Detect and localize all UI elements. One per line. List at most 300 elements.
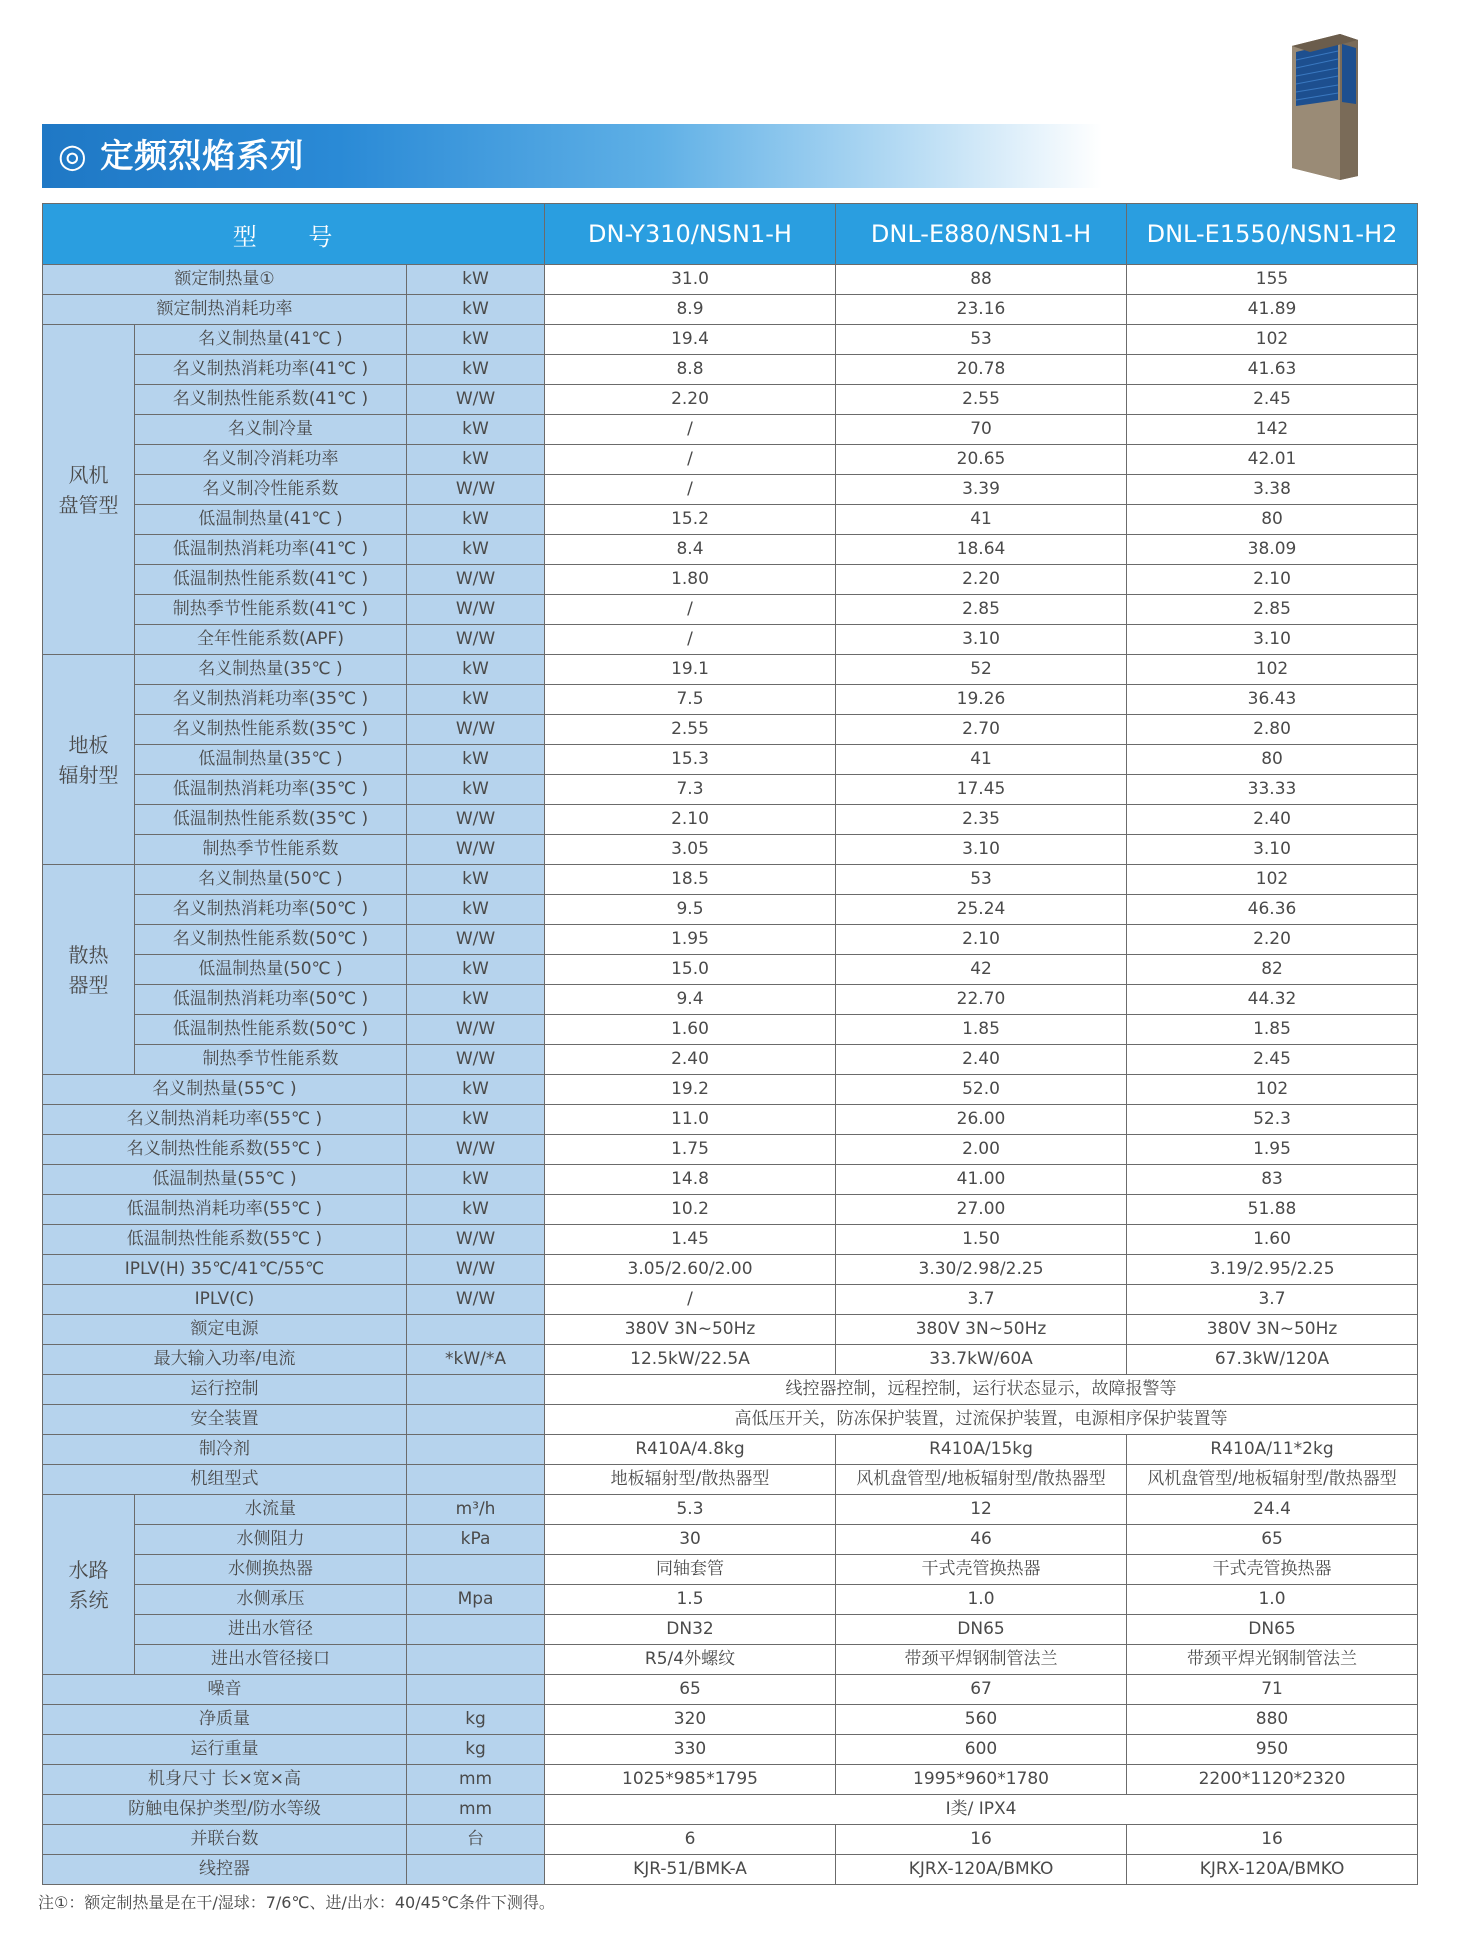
row-unit: kW <box>407 415 545 445</box>
row-unit: W/W <box>407 1045 545 1075</box>
row-value: 30 <box>545 1525 836 1555</box>
row-unit <box>407 1645 545 1675</box>
row-unit <box>407 1555 545 1585</box>
table-header-row <box>43 204 1418 265</box>
row-unit: mm <box>407 1765 545 1795</box>
row-value: 2.70 <box>836 715 1127 745</box>
row-value: / <box>545 445 836 475</box>
row-label: 名义制热量(55℃ ) <box>43 1075 407 1105</box>
table-row <box>43 355 1418 385</box>
row-label: 名义制热量(35℃ ) <box>135 655 407 685</box>
row-value: 320 <box>545 1705 836 1735</box>
table-row <box>43 535 1418 565</box>
table-row <box>43 625 1418 655</box>
row-label: 低温制热消耗功率(41℃ ) <box>135 535 407 565</box>
row-label: 名义制冷消耗功率 <box>135 445 407 475</box>
row-label: 名义制热量(50℃ ) <box>135 865 407 895</box>
row-unit: mm <box>407 1795 545 1825</box>
row-value: 3.10 <box>836 625 1127 655</box>
row-unit <box>407 1465 545 1495</box>
row-value: 1.80 <box>545 565 836 595</box>
merged-value: I类/ IPX4 <box>545 1795 1418 1825</box>
table-row <box>43 775 1418 805</box>
row-value: 155 <box>1127 265 1418 295</box>
table-row <box>43 265 1418 295</box>
row-value: 2.20 <box>836 565 1127 595</box>
row-value: 16 <box>836 1825 1127 1855</box>
row-value: 17.45 <box>836 775 1127 805</box>
row-value: 3.30/2.98/2.25 <box>836 1255 1127 1285</box>
row-unit: kW <box>407 445 545 475</box>
row-label: 运行重量 <box>43 1735 407 1765</box>
table-row <box>43 1765 1418 1795</box>
table-row <box>43 1165 1418 1195</box>
spec-table-body <box>43 265 1418 1885</box>
row-unit: Mpa <box>407 1585 545 1615</box>
row-unit: kW <box>407 1105 545 1135</box>
row-value: 380V 3N~50Hz <box>836 1315 1127 1345</box>
row-value: DN65 <box>1127 1615 1418 1645</box>
row-label: 低温制热消耗功率(50℃ ) <box>135 985 407 1015</box>
row-value: 干式壳管换热器 <box>1127 1555 1418 1585</box>
series-header-bar <box>42 124 1102 188</box>
row-label: 线控器 <box>43 1855 407 1885</box>
row-label: 进出水管径接口 <box>135 1645 407 1675</box>
row-unit: kW <box>407 775 545 805</box>
table-row <box>43 685 1418 715</box>
table-row <box>43 565 1418 595</box>
row-value: 102 <box>1127 655 1418 685</box>
row-label: 名义制热量(41℃ ) <box>135 325 407 355</box>
row-unit: W/W <box>407 1015 545 1045</box>
row-value: 950 <box>1127 1735 1418 1765</box>
row-value: 20.65 <box>836 445 1127 475</box>
row-value: 3.05 <box>545 835 836 865</box>
row-value: 11.0 <box>545 1105 836 1135</box>
row-value: 15.0 <box>545 955 836 985</box>
row-value: 600 <box>836 1735 1127 1765</box>
row-value: 2.40 <box>836 1045 1127 1075</box>
row-unit: kW <box>407 265 545 295</box>
row-value: 19.26 <box>836 685 1127 715</box>
row-value: 41 <box>836 745 1127 775</box>
row-label: 水侧阻力 <box>135 1525 407 1555</box>
row-value: 5.3 <box>545 1495 836 1525</box>
row-value: 42 <box>836 955 1127 985</box>
row-value: 2.20 <box>1127 925 1418 955</box>
row-label: 低温制热量(35℃ ) <box>135 745 407 775</box>
row-unit: kW <box>407 1165 545 1195</box>
table-row <box>43 1045 1418 1075</box>
table-row <box>43 655 1418 685</box>
row-value: 15.3 <box>545 745 836 775</box>
table-row <box>43 1135 1418 1165</box>
row-value: / <box>545 595 836 625</box>
row-value: 3.10 <box>1127 625 1418 655</box>
row-value: DN32 <box>545 1615 836 1645</box>
row-value: 46.36 <box>1127 895 1418 925</box>
row-unit: kW <box>407 655 545 685</box>
row-label: IPLV(C) <box>43 1285 407 1315</box>
row-unit: kW <box>407 985 545 1015</box>
row-label: 名义制冷量 <box>135 415 407 445</box>
row-value: 1.50 <box>836 1225 1127 1255</box>
row-label: 额定制热消耗功率 <box>43 295 407 325</box>
row-label: 低温制热性能系数(55℃ ) <box>43 1225 407 1255</box>
row-value: 12.5kW/22.5A <box>545 1345 836 1375</box>
row-value: R5/4外螺纹 <box>545 1645 836 1675</box>
row-value: 33.7kW/60A <box>836 1345 1127 1375</box>
row-label: 低温制热性能系数(41℃ ) <box>135 565 407 595</box>
row-unit: W/W <box>407 1135 545 1165</box>
row-value: 70 <box>836 415 1127 445</box>
row-label: 并联台数 <box>43 1825 407 1855</box>
table-row <box>43 475 1418 505</box>
table-row <box>43 295 1418 325</box>
row-value: R410A/4.8kg <box>545 1435 836 1465</box>
table-row <box>43 1825 1418 1855</box>
row-value: KJR-51/BMK-A <box>545 1855 836 1885</box>
table-row <box>43 985 1418 1015</box>
row-value: 53 <box>836 865 1127 895</box>
row-value: 53 <box>836 325 1127 355</box>
row-value: 1.95 <box>1127 1135 1418 1165</box>
table-row <box>43 1555 1418 1585</box>
row-label: 低温制热量(41℃ ) <box>135 505 407 535</box>
table-row <box>43 1015 1418 1045</box>
row-unit: W/W <box>407 1225 545 1255</box>
row-value: 7.5 <box>545 685 836 715</box>
table-row <box>43 385 1418 415</box>
row-value: R410A/15kg <box>836 1435 1127 1465</box>
row-value: 3.19/2.95/2.25 <box>1127 1255 1418 1285</box>
group-label: 水路 系统 <box>43 1495 135 1675</box>
row-value: 80 <box>1127 745 1418 775</box>
row-label: IPLV(H) 35℃/41℃/55℃ <box>43 1255 407 1285</box>
row-unit: kW <box>407 685 545 715</box>
row-value: 2.35 <box>836 805 1127 835</box>
row-unit: W/W <box>407 925 545 955</box>
row-label: 制热季节性能系数 <box>135 1045 407 1075</box>
row-value: 同轴套管 <box>545 1555 836 1585</box>
heat-pump-unit-image <box>1284 30 1360 180</box>
row-value: 9.4 <box>545 985 836 1015</box>
row-unit: W/W <box>407 1285 545 1315</box>
row-unit <box>407 1675 545 1705</box>
row-value: 380V 3N~50Hz <box>545 1315 836 1345</box>
row-value: 80 <box>1127 505 1418 535</box>
row-value: 82 <box>1127 955 1418 985</box>
table-row <box>43 1615 1418 1645</box>
row-value: 16 <box>1127 1825 1418 1855</box>
footnote: 注①：额定制热量是在干/湿球：7/6℃、进/出水：40/45℃条件下测得。 <box>38 1893 555 1912</box>
row-label: 运行控制 <box>43 1375 407 1405</box>
row-label: 安全装置 <box>43 1405 407 1435</box>
row-value: 2.45 <box>1127 1045 1418 1075</box>
row-label: 名义制热性能系数(41℃ ) <box>135 385 407 415</box>
row-value: 142 <box>1127 415 1418 445</box>
row-unit: W/W <box>407 385 545 415</box>
model-name: DNL-E880/NSN1-H <box>836 204 1127 265</box>
row-value: 41.00 <box>836 1165 1127 1195</box>
row-value: 风机盘管型/地板辐射型/散热器型 <box>1127 1465 1418 1495</box>
table-row <box>43 1405 1418 1435</box>
row-value: 12 <box>836 1495 1127 1525</box>
row-value: 3.7 <box>1127 1285 1418 1315</box>
row-unit: W/W <box>407 475 545 505</box>
group-label: 散热 器型 <box>43 865 135 1075</box>
table-row <box>43 1105 1418 1135</box>
row-label: 低温制热量(55℃ ) <box>43 1165 407 1195</box>
model-name: DNL-E1550/NSN1-H2 <box>1127 204 1418 265</box>
row-unit: kW <box>407 745 545 775</box>
row-value: 1.75 <box>545 1135 836 1165</box>
model-label: 型 号 <box>43 204 545 265</box>
row-unit: kPa <box>407 1525 545 1555</box>
row-value: KJRX-120A/BMKO <box>836 1855 1127 1885</box>
row-value: 14.8 <box>545 1165 836 1195</box>
row-label: 机身尺寸 长×宽×高 <box>43 1765 407 1795</box>
table-row <box>43 325 1418 355</box>
series-title: ◎ 定频烈焰系列 <box>58 136 305 175</box>
row-value: 65 <box>1127 1525 1418 1555</box>
table-row <box>43 445 1418 475</box>
row-value: 19.4 <box>545 325 836 355</box>
row-value: 2.20 <box>545 385 836 415</box>
row-value: 2.55 <box>545 715 836 745</box>
row-unit: kW <box>407 355 545 385</box>
row-value: 71 <box>1127 1675 1418 1705</box>
table-row <box>43 415 1418 445</box>
spec-table <box>42 203 1418 1885</box>
row-value: / <box>545 475 836 505</box>
row-value: 3.38 <box>1127 475 1418 505</box>
table-row <box>43 925 1418 955</box>
row-value: 41 <box>836 505 1127 535</box>
row-value: 24.4 <box>1127 1495 1418 1525</box>
row-unit: kW <box>407 1075 545 1105</box>
row-value: 8.9 <box>545 295 836 325</box>
row-label: 最大输入功率/电流 <box>43 1345 407 1375</box>
row-label: 水流量 <box>135 1495 407 1525</box>
row-unit: kW <box>407 1195 545 1225</box>
row-value: 9.5 <box>545 895 836 925</box>
row-value: 2.55 <box>836 385 1127 415</box>
row-value: / <box>545 415 836 445</box>
row-label: 名义制热消耗功率(50℃ ) <box>135 895 407 925</box>
row-value: 102 <box>1127 325 1418 355</box>
row-value: / <box>545 1285 836 1315</box>
row-unit: W/W <box>407 565 545 595</box>
row-value: R410A/11*2kg <box>1127 1435 1418 1465</box>
row-unit: *kW/*A <box>407 1345 545 1375</box>
row-value: 2.10 <box>1127 565 1418 595</box>
row-unit <box>407 1435 545 1465</box>
row-label: 机组型式 <box>43 1465 407 1495</box>
row-value: 1.0 <box>836 1585 1127 1615</box>
row-value: 67.3kW/120A <box>1127 1345 1418 1375</box>
row-unit: kg <box>407 1705 545 1735</box>
group-label: 风机 盘管型 <box>43 325 135 655</box>
row-value: 3.39 <box>836 475 1127 505</box>
row-label: 制热季节性能系数(41℃ ) <box>135 595 407 625</box>
row-value: 1995*960*1780 <box>836 1765 1127 1795</box>
row-value: 380V 3N~50Hz <box>1127 1315 1418 1345</box>
row-label: 额定电源 <box>43 1315 407 1345</box>
table-row <box>43 595 1418 625</box>
row-value: 560 <box>836 1705 1127 1735</box>
row-value: 1.60 <box>1127 1225 1418 1255</box>
row-value: DN65 <box>836 1615 1127 1645</box>
table-row <box>43 1075 1418 1105</box>
row-value: 22.70 <box>836 985 1127 1015</box>
row-unit: W/W <box>407 595 545 625</box>
table-row <box>43 895 1418 925</box>
row-value: 2.40 <box>545 1045 836 1075</box>
table-row <box>43 1255 1418 1285</box>
row-value: 2.40 <box>1127 805 1418 835</box>
row-label: 低温制热性能系数(50℃ ) <box>135 1015 407 1045</box>
table-row <box>43 1645 1418 1675</box>
row-unit <box>407 1315 545 1345</box>
row-unit <box>407 1855 545 1885</box>
row-value: 52 <box>836 655 1127 685</box>
row-value: 36.43 <box>1127 685 1418 715</box>
row-value: 7.3 <box>545 775 836 805</box>
row-value: 1.95 <box>545 925 836 955</box>
row-unit: kW <box>407 505 545 535</box>
row-unit: kW <box>407 295 545 325</box>
row-unit: kW <box>407 325 545 355</box>
row-value: 1.85 <box>1127 1015 1418 1045</box>
row-value: 18.64 <box>836 535 1127 565</box>
row-value: 2.10 <box>836 925 1127 955</box>
row-label: 制热季节性能系数 <box>135 835 407 865</box>
row-value: 19.2 <box>545 1075 836 1105</box>
row-label: 低温制热性能系数(35℃ ) <box>135 805 407 835</box>
row-unit <box>407 1615 545 1645</box>
row-value: 38.09 <box>1127 535 1418 565</box>
row-unit: kW <box>407 895 545 925</box>
row-value: 1.5 <box>545 1585 836 1615</box>
row-value: 88 <box>836 265 1127 295</box>
row-unit: kg <box>407 1735 545 1765</box>
row-value: 67 <box>836 1675 1127 1705</box>
table-row <box>43 1675 1418 1705</box>
row-value: 23.16 <box>836 295 1127 325</box>
row-value: 102 <box>1127 1075 1418 1105</box>
row-value: 2.85 <box>1127 595 1418 625</box>
table-row <box>43 1495 1418 1525</box>
row-value: 地板辐射型/散热器型 <box>545 1465 836 1495</box>
row-unit: W/W <box>407 835 545 865</box>
row-value: 1.45 <box>545 1225 836 1255</box>
row-value: 19.1 <box>545 655 836 685</box>
row-label: 水侧换热器 <box>135 1555 407 1585</box>
row-value: 31.0 <box>545 265 836 295</box>
row-value: 83 <box>1127 1165 1418 1195</box>
row-value: 46 <box>836 1525 1127 1555</box>
row-value: 330 <box>545 1735 836 1765</box>
row-value: 3.10 <box>1127 835 1418 865</box>
row-label: 额定制热量① <box>43 265 407 295</box>
row-label: 名义制热性能系数(35℃ ) <box>135 715 407 745</box>
row-value: 20.78 <box>836 355 1127 385</box>
row-label: 名义制热消耗功率(41℃ ) <box>135 355 407 385</box>
row-label: 名义制热性能系数(50℃ ) <box>135 925 407 955</box>
table-row <box>43 955 1418 985</box>
row-value: 带颈平焊光钢制管法兰 <box>1127 1645 1418 1675</box>
row-value: 18.5 <box>545 865 836 895</box>
group-label: 地板 辐射型 <box>43 655 135 865</box>
row-value: / <box>545 625 836 655</box>
row-label: 噪音 <box>43 1675 407 1705</box>
row-unit <box>407 1405 545 1435</box>
row-label: 低温制热量(50℃ ) <box>135 955 407 985</box>
row-value: KJRX-120A/BMKO <box>1127 1855 1418 1885</box>
table-row <box>43 1195 1418 1225</box>
row-value: 44.32 <box>1127 985 1418 1015</box>
row-unit: kW <box>407 535 545 565</box>
table-row <box>43 1435 1418 1465</box>
row-label: 净质量 <box>43 1705 407 1735</box>
row-unit: kW <box>407 865 545 895</box>
row-value: 1.0 <box>1127 1585 1418 1615</box>
row-value: 51.88 <box>1127 1195 1418 1225</box>
row-value: 42.01 <box>1127 445 1418 475</box>
table-row <box>43 1345 1418 1375</box>
table-row <box>43 1285 1418 1315</box>
merged-value: 线控器控制，远程控制，运行状态显示，故障报警等 <box>545 1375 1418 1405</box>
table-row <box>43 1855 1418 1885</box>
row-label: 名义制热消耗功率(55℃ ) <box>43 1105 407 1135</box>
row-unit: kW <box>407 955 545 985</box>
row-value: 干式壳管换热器 <box>836 1555 1127 1585</box>
table-row <box>43 1735 1418 1765</box>
row-value: 52.3 <box>1127 1105 1418 1135</box>
table-row <box>43 1225 1418 1255</box>
row-value: 3.05/2.60/2.00 <box>545 1255 836 1285</box>
row-unit: 台 <box>407 1825 545 1855</box>
row-value: 2.45 <box>1127 385 1418 415</box>
row-value: 10.2 <box>545 1195 836 1225</box>
row-value: 2200*1120*2320 <box>1127 1765 1418 1795</box>
row-value: 3.7 <box>836 1285 1127 1315</box>
table-row <box>43 1465 1418 1495</box>
table-row <box>43 745 1418 775</box>
row-value: 1.85 <box>836 1015 1127 1045</box>
row-value: 2.00 <box>836 1135 1127 1165</box>
row-value: 25.24 <box>836 895 1127 925</box>
row-label: 名义制热性能系数(55℃ ) <box>43 1135 407 1165</box>
table-row <box>43 505 1418 535</box>
table-row <box>43 1315 1418 1345</box>
row-unit: m³/h <box>407 1495 545 1525</box>
row-unit: W/W <box>407 715 545 745</box>
row-value: 27.00 <box>836 1195 1127 1225</box>
row-label: 水侧承压 <box>135 1585 407 1615</box>
row-value: 2.85 <box>836 595 1127 625</box>
row-unit <box>407 1375 545 1405</box>
row-value: 1.60 <box>545 1015 836 1045</box>
model-name: DN-Y310/NSN1-H <box>545 204 836 265</box>
row-value: 41.89 <box>1127 295 1418 325</box>
row-unit: W/W <box>407 1255 545 1285</box>
table-row <box>43 1585 1418 1615</box>
table-row <box>43 1375 1418 1405</box>
merged-value: 高低压开关，防冻保护装置，过流保护装置，电源相序保护装置等 <box>545 1405 1418 1435</box>
table-row <box>43 805 1418 835</box>
